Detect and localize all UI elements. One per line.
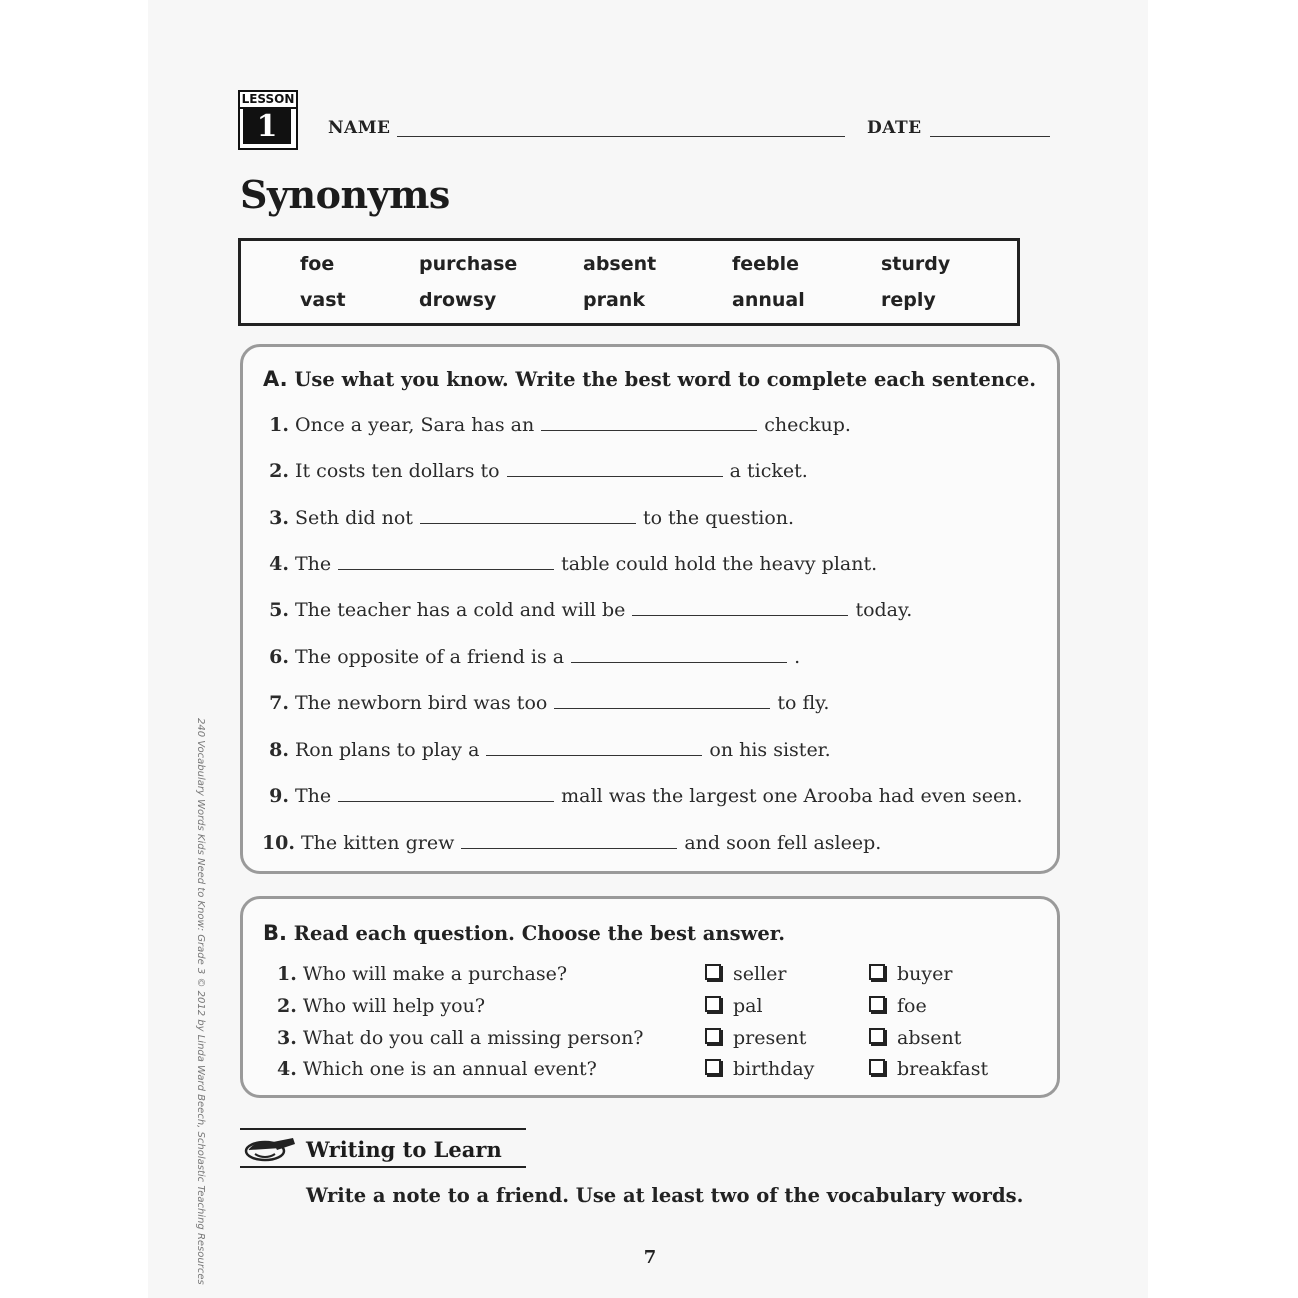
word-bank-word: sturdy: [881, 253, 951, 275]
checkbox-icon[interactable]: [705, 996, 721, 1012]
word-bank-word: feeble: [732, 253, 800, 275]
answer-blank[interactable]: [420, 522, 636, 524]
answer-blank[interactable]: [554, 707, 770, 709]
checkbox-icon[interactable]: [705, 1028, 721, 1044]
copyright-credit: 240 Vocabulary Words Kids Need to Know: Grade 3 © 2012 by Linda Ward Beech, Scholastic Teaching Resources: [195, 718, 206, 1285]
answer-blank[interactable]: [632, 614, 848, 616]
answer-blank[interactable]: [486, 754, 702, 756]
answer-option[interactable]: birthday: [705, 1058, 814, 1080]
section-a: A. Use what you know. Write the best word to complete each sentence. 1. Once a year, Sara has an checkup. 2. It costs ten dollars to a ticket. 3. Seth did not to the question. 4. The table could hold the heavy plant. 5. The teacher has a cold and will be today. 6. The opposite of a friend is a . 7. The newborn bird was too to fly. 8. Ron plans to play a on his sister. 9. The mall was the largest one Arooba had even seen. 10. The kitten grew and soon fell asleep.: [240, 344, 1060, 874]
pencil-scribble-icon: [243, 1134, 297, 1164]
page-number: 7: [643, 1247, 657, 1268]
checkbox-icon[interactable]: [869, 996, 885, 1012]
answer-blank[interactable]: [461, 847, 677, 849]
lesson-badge: [238, 90, 298, 150]
lesson-number: 1: [243, 109, 291, 144]
section-a-heading: [263, 367, 1036, 391]
word-bank-word: purchase: [419, 253, 518, 275]
answer-option[interactable]: buyer: [869, 963, 952, 985]
word-bank: [238, 238, 1020, 326]
writing-divider-top: [240, 1128, 526, 1130]
checkbox-icon[interactable]: [869, 1028, 885, 1044]
answer-blank[interactable]: [338, 800, 554, 802]
section-b-instruction: Read each question. Choose the best answer.: [293, 922, 786, 945]
word-bank-word: vast: [300, 289, 346, 311]
page-title: Synonyms: [240, 172, 450, 217]
answer-option[interactable]: foe: [869, 995, 927, 1017]
date-line: [930, 136, 1050, 137]
checkbox-icon[interactable]: [869, 964, 885, 980]
word-bank-word: drowsy: [419, 289, 497, 311]
name-line: [397, 136, 845, 137]
section-b-letter: B.: [263, 921, 287, 945]
answer-blank[interactable]: [571, 661, 787, 663]
answer-option[interactable]: present: [705, 1027, 806, 1049]
answer-option[interactable]: seller: [705, 963, 786, 985]
question-item: 4. Which one is an annual event?: [277, 1058, 597, 1080]
question-item: 2. Who will help you?: [277, 995, 486, 1017]
word-bank-word: reply: [881, 289, 936, 311]
word-bank-word: prank: [583, 289, 645, 311]
section-a-letter: A.: [263, 367, 288, 391]
answer-option[interactable]: absent: [869, 1027, 961, 1049]
writing-divider-bottom: [240, 1166, 526, 1168]
writing-prompt: Write a note to a friend. Use at least two of the vocabulary words.: [306, 1184, 1024, 1207]
section-a-instruction: Use what you know. Write the best word to complete each sentence.: [294, 368, 1037, 391]
word-bank-word: annual: [732, 289, 805, 311]
section-b-heading: [263, 921, 785, 945]
word-bank-word: absent: [583, 253, 657, 275]
answer-option[interactable]: pal: [705, 995, 763, 1017]
checkbox-icon[interactable]: [705, 964, 721, 980]
lesson-label: LESSON: [240, 92, 296, 109]
question-item: 1. Who will make a purchase?: [277, 963, 568, 985]
word-bank-word: foe: [300, 253, 335, 275]
checkbox-icon[interactable]: [705, 1059, 721, 1075]
writing-title: Writing to Learn: [306, 1137, 502, 1162]
section-b: [240, 896, 1060, 1098]
date-label: DATE: [867, 118, 922, 138]
question-item: 3. What do you call a missing person?: [277, 1027, 644, 1049]
answer-blank[interactable]: [541, 429, 757, 431]
checkbox-icon[interactable]: [869, 1059, 885, 1075]
name-label: NAME: [328, 118, 391, 138]
answer-blank[interactable]: [338, 568, 554, 570]
answer-option[interactable]: breakfast: [869, 1058, 988, 1080]
answer-blank[interactable]: [507, 475, 723, 477]
